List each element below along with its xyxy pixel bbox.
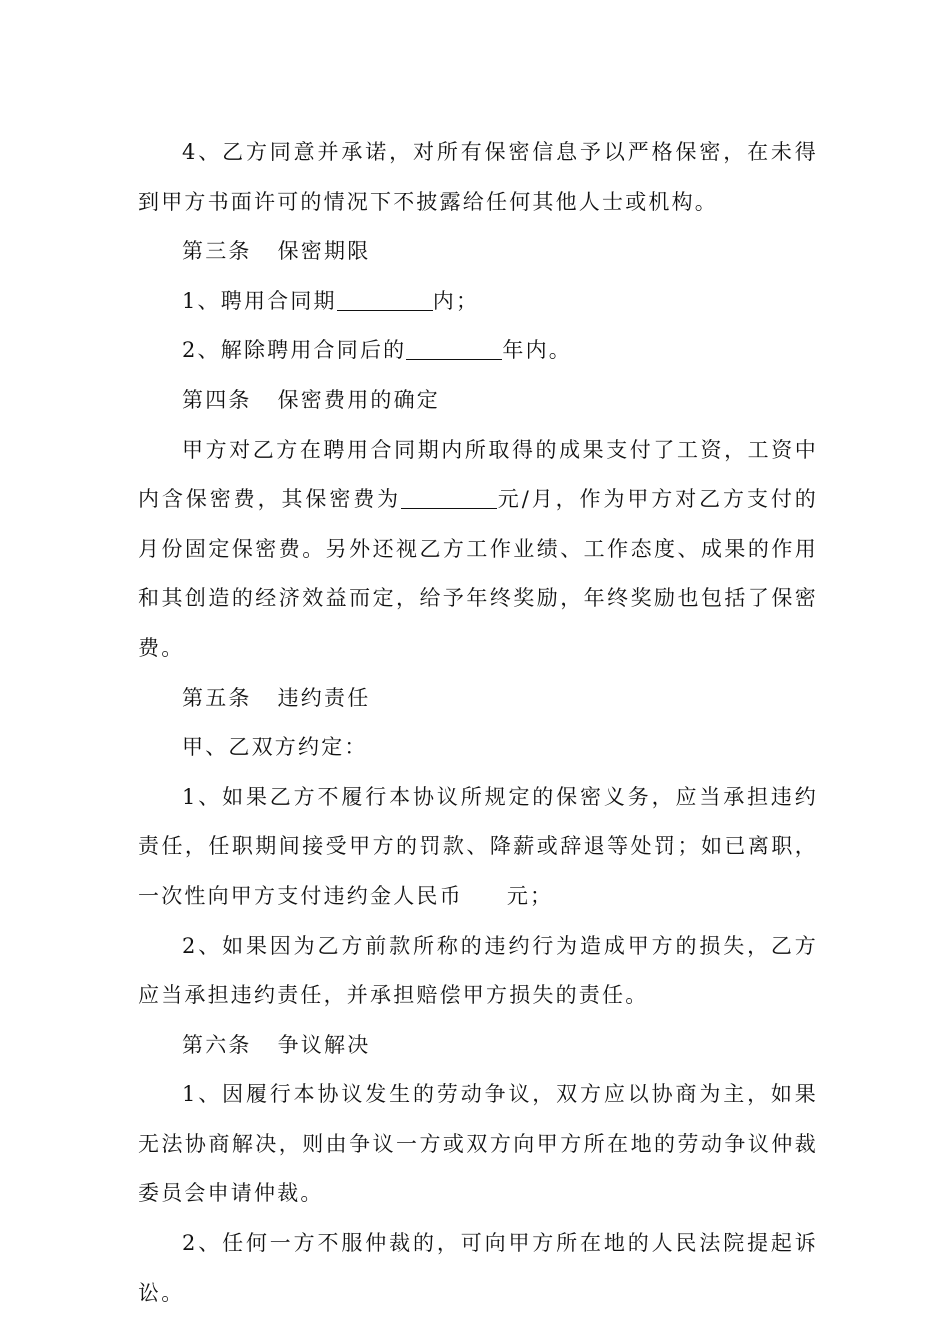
- paragraph-dispute-1: 1、因履行本协议发生的劳动争议，双方应以协商为主，如果无法协商解决，则由争议一方或双方向甲方所在地的劳动争议仲裁委员会申请仲裁。: [138, 1082, 818, 1206]
- article-number: 第四条: [182, 387, 252, 412]
- paragraph-breach-2: 2、如果因为乙方前款所称的违约行为造成甲方的损失，乙方应当承担违约责任，并承担赔偿甲方损失的责任。: [138, 933, 818, 1008]
- article-number: 第五条: [182, 685, 252, 710]
- article-number: 第三条: [182, 239, 252, 264]
- paragraph-dispute-2: 2、任何一方不服仲裁的，可向甲方所在地的人民法院提起诉讼。: [138, 1231, 818, 1305]
- article-3-heading: [138, 227, 818, 277]
- paragraph-term-2: 2、解除聘用合同后的 年内。: [182, 338, 572, 363]
- fill-in-blank: [337, 289, 433, 311]
- article-number: 第六条: [182, 1032, 252, 1057]
- article-6-heading: [138, 1021, 818, 1071]
- article-title: 违约责任: [277, 685, 371, 710]
- paragraph-term-1: 1、聘用合同期 内；: [182, 288, 480, 313]
- article-title: 保密费用的确定: [277, 387, 441, 412]
- article-4-heading: [138, 376, 818, 426]
- paragraph-breach-1: 1、如果乙方不履行本协议所规定的保密义务，应当承担违约责任，任职期间接受甲方的罚款、降薪或辞退等处罚；如已离职，一次性向甲方支付违约金人民币 元；: [138, 784, 818, 908]
- paragraph-clause-4: 4、乙方同意并承诺，对所有保密信息予以严格保密，在未得到甲方书面许可的情况下不披露给任何其他人士或机构。: [138, 140, 818, 214]
- paragraph-fee: 甲方对乙方在聘用合同期内所取得的成果支付了工资，工资中内含保密费，其保密费为 元/月，作为甲方对乙方支付的月份固定保密费。另外还视乙方工作业绩、工作态度、成果的作用和其创造的经济效益而定，给予年终奖励，年终奖励也包括了保密费。: [138, 437, 819, 660]
- fill-in-blank: [463, 885, 507, 906]
- article-title: 争议解决: [277, 1032, 371, 1057]
- paragraph-agreement: 甲、乙双方约定：: [182, 735, 368, 760]
- document-body: [138, 128, 818, 1318]
- article-5-heading: [138, 674, 818, 724]
- fill-in-blank: [406, 338, 502, 360]
- article-title: 保密期限: [277, 239, 371, 264]
- fill-in-blank: [401, 487, 497, 509]
